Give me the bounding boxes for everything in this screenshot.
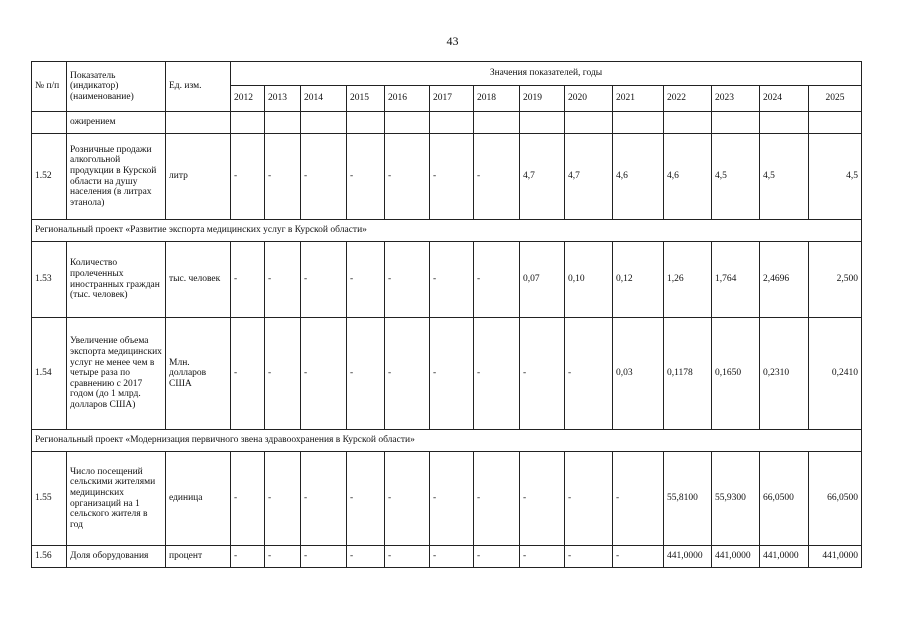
value-cell: - [520, 452, 565, 546]
value-cell: - [520, 546, 565, 568]
value-cell: - [265, 242, 301, 318]
empty-cell [809, 112, 862, 134]
table-row [32, 452, 862, 546]
value-cell: - [520, 318, 565, 430]
value-cell: - [347, 318, 385, 430]
header-year: 2014 [301, 86, 347, 112]
value-cell: - [301, 134, 347, 220]
value-cell: - [430, 546, 474, 568]
row-num [32, 112, 67, 134]
value-cell: - [347, 242, 385, 318]
header-year: 2016 [385, 86, 430, 112]
header-year: 2019 [520, 86, 565, 112]
section-row [32, 220, 862, 242]
value-cell: - [265, 134, 301, 220]
section-row [32, 430, 862, 452]
value-cell: 0,2310 [760, 318, 809, 430]
value-cell: - [265, 546, 301, 568]
empty-cell [712, 112, 760, 134]
header-year: 2018 [474, 86, 520, 112]
header-year: 2015 [347, 86, 385, 112]
value-cell: - [347, 546, 385, 568]
empty-cell [760, 112, 809, 134]
value-cell: 0,12 [613, 242, 664, 318]
row-num: 1.55 [32, 452, 67, 546]
indicators-table [31, 61, 862, 568]
row-num: 1.52 [32, 134, 67, 220]
value-cell: - [565, 318, 613, 430]
value-cell: - [430, 134, 474, 220]
value-cell: 441,0000 [664, 546, 712, 568]
header-year: 2017 [430, 86, 474, 112]
value-cell: - [613, 452, 664, 546]
header-year: 2024 [760, 86, 809, 112]
unit: литр [166, 134, 231, 220]
value-cell: 4,6 [613, 134, 664, 220]
table-row [32, 546, 862, 568]
value-cell: 441,0000 [712, 546, 760, 568]
header-year: 2023 [712, 86, 760, 112]
header-row [32, 62, 862, 86]
value-cell: 0,1650 [712, 318, 760, 430]
header-year: 2025 [809, 86, 862, 112]
value-cell: - [231, 318, 265, 430]
value-cell: 4,5 [712, 134, 760, 220]
header-year: 2012 [231, 86, 265, 112]
page-number: 43 [446, 34, 459, 48]
indicator-name: ожирением [67, 112, 166, 134]
header-unit: Ед. изм. [166, 62, 231, 112]
row-num: 1.53 [32, 242, 67, 318]
value-cell: - [347, 452, 385, 546]
value-cell: - [565, 452, 613, 546]
empty-cell [347, 112, 385, 134]
value-cell: 0,2410 [809, 318, 862, 430]
indicator-name: Увеличение объема экспорта медицинских услуг не менее чем в четыре раза по сравнению с 2017 годом (до 1 млрд. долларов США) [67, 318, 166, 430]
header-values-group: Значения показателей, годы [231, 62, 862, 86]
table-row [32, 318, 862, 430]
empty-cell [166, 112, 231, 134]
header-year: 2020 [565, 86, 613, 112]
unit: Млн. долларов США [166, 318, 231, 430]
value-cell: - [474, 242, 520, 318]
empty-cell [613, 112, 664, 134]
section-title: Региональный проект «Развитие экспорта медицинских услуг в Курской области» [32, 220, 862, 242]
header-year: 2013 [265, 86, 301, 112]
empty-cell [664, 112, 712, 134]
value-cell: - [474, 318, 520, 430]
header-year: 2021 [613, 86, 664, 112]
header-num: № п/п [32, 62, 67, 112]
header-year: 2022 [664, 86, 712, 112]
value-cell: 1,26 [664, 242, 712, 318]
value-cell: 55,8100 [664, 452, 712, 546]
value-cell: - [231, 452, 265, 546]
indicator-name: Доля оборудования [67, 546, 166, 568]
value-cell: - [347, 134, 385, 220]
value-cell: 4,7 [520, 134, 565, 220]
table-row [32, 134, 862, 220]
value-cell: - [613, 546, 664, 568]
value-cell: 0,03 [613, 318, 664, 430]
value-cell: - [265, 452, 301, 546]
empty-cell [520, 112, 565, 134]
value-cell: - [301, 452, 347, 546]
empty-cell [565, 112, 613, 134]
row-num: 1.56 [32, 546, 67, 568]
value-cell: 0,10 [565, 242, 613, 318]
value-cell: - [231, 134, 265, 220]
row-num: 1.54 [32, 318, 67, 430]
value-cell: - [385, 452, 430, 546]
value-cell: - [301, 546, 347, 568]
empty-cell [265, 112, 301, 134]
header-indicator: Показатель (индикатор) (наименование) [67, 62, 166, 112]
continuation-row [32, 112, 862, 134]
value-cell: 4,5 [809, 134, 862, 220]
value-cell: - [301, 318, 347, 430]
value-cell: - [474, 134, 520, 220]
table-row [32, 242, 862, 318]
value-cell: 441,0000 [809, 546, 862, 568]
value-cell: - [474, 546, 520, 568]
value-cell: - [301, 242, 347, 318]
value-cell: 4,6 [664, 134, 712, 220]
value-cell: - [385, 318, 430, 430]
value-cell: - [385, 134, 430, 220]
value-cell: - [430, 242, 474, 318]
value-cell: - [430, 318, 474, 430]
value-cell: 4,5 [760, 134, 809, 220]
unit: процент [166, 546, 231, 568]
value-cell: - [385, 546, 430, 568]
value-cell: - [265, 318, 301, 430]
value-cell: - [565, 546, 613, 568]
value-cell: 2,4696 [760, 242, 809, 318]
value-cell: 55,9300 [712, 452, 760, 546]
value-cell: 66,0500 [809, 452, 862, 546]
value-cell: - [474, 452, 520, 546]
section-title: Региональный проект «Модернизация первичного звена здравоохранения в Курской области» [32, 430, 862, 452]
unit: тыс. человек [166, 242, 231, 318]
value-cell: - [231, 546, 265, 568]
value-cell: 441,0000 [760, 546, 809, 568]
empty-cell [430, 112, 474, 134]
value-cell: 66,0500 [760, 452, 809, 546]
indicator-name: Число посещений сельскими жителями медицинских организаций на 1 сельского жителя в год [67, 452, 166, 546]
value-cell: 1,764 [712, 242, 760, 318]
empty-cell [474, 112, 520, 134]
empty-cell [231, 112, 265, 134]
value-cell: 0,1178 [664, 318, 712, 430]
indicator-name: Количество пролеченных иностранных граждан (тыс. человек) [67, 242, 166, 318]
empty-cell [301, 112, 347, 134]
value-cell: - [430, 452, 474, 546]
value-cell: 2,500 [809, 242, 862, 318]
indicator-name: Розничные продажи алкогольной продукции в Курской области на душу населения (в литрах этанола) [67, 134, 166, 220]
value-cell: 0,07 [520, 242, 565, 318]
value-cell: - [385, 242, 430, 318]
value-cell: 4,7 [565, 134, 613, 220]
unit: единица [166, 452, 231, 546]
empty-cell [385, 112, 430, 134]
value-cell: - [231, 242, 265, 318]
